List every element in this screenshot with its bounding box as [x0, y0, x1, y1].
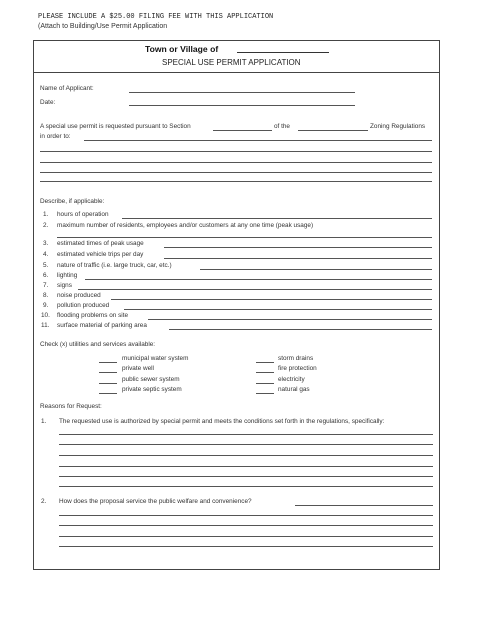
question-2-answer-line[interactable] [59, 525, 433, 526]
item-answer-line[interactable] [148, 319, 432, 320]
item-answer-line[interactable] [85, 279, 432, 280]
utility-label: electricity [278, 376, 305, 383]
applicant-name-label: Name of Applicant: [40, 85, 94, 92]
item-label: surface material of parking area [57, 322, 147, 329]
applicant-name-field[interactable] [129, 92, 355, 93]
item-answer-line[interactable] [200, 269, 432, 270]
item-label: flooding problems on site [57, 312, 129, 319]
question-2-text: How does the proposal service the public welfare and convenience? [59, 498, 252, 505]
question-1-answer-line[interactable] [59, 476, 433, 477]
form-title: SPECIAL USE PERMIT APPLICATION [162, 58, 301, 67]
item-label: maximum number of residents, employees and/or customers at any one time (peak usage) [57, 222, 314, 229]
utilities-heading: Check (x) utilities and services available: [40, 341, 156, 348]
utility-label: fire protection [278, 365, 317, 372]
zoning-regulations-text: Zoning Regulations [370, 123, 426, 130]
purpose-field-line[interactable] [40, 181, 432, 182]
question-1-answer-line[interactable] [59, 466, 433, 467]
section-field[interactable] [213, 130, 272, 131]
purpose-field-line[interactable] [40, 172, 432, 173]
item-label: hours of operation [57, 211, 109, 218]
question-2-answer-line[interactable] [295, 505, 433, 506]
item-number: 2. [43, 222, 49, 229]
question-1-answer-line[interactable] [59, 455, 433, 456]
question-1-text: The requested use is authorized by special permit and meets the conditions set forth in the regulations, specifically: [59, 418, 385, 425]
item-number: 3. [43, 240, 49, 247]
section-intro: A special use permit is requested pursuant to Section [40, 123, 191, 130]
item-label: noise produced [57, 292, 101, 299]
item-answer-line[interactable] [78, 289, 432, 290]
question-1-answer-line[interactable] [59, 486, 433, 487]
municipality-field[interactable] [237, 52, 329, 53]
purpose-field-line[interactable] [84, 140, 432, 141]
item-answer-line[interactable] [169, 329, 432, 330]
in-order-to-label: in order to: [40, 133, 71, 140]
utility-checkbox-line[interactable] [99, 383, 117, 384]
item-number: 6. [43, 272, 49, 279]
utility-label: municipal water system [122, 355, 189, 362]
item-number: 5. [43, 262, 49, 269]
question-number: 2. [41, 498, 47, 505]
item-label: nature of traffic (i.e. large truck, car, etc.) [57, 262, 172, 269]
utility-checkbox-line[interactable] [256, 383, 274, 384]
item-answer-line[interactable] [164, 258, 432, 259]
item-answer-line[interactable] [164, 247, 432, 248]
question-1-answer-line[interactable] [59, 434, 433, 435]
attach-note: (Attach to Building/Use Permit Application [38, 23, 168, 30]
item-label: estimated vehicle trips per day [57, 251, 144, 258]
question-2-answer-line[interactable] [59, 536, 433, 537]
utility-label: private septic system [122, 386, 182, 393]
utility-label: public sewer system [122, 376, 180, 383]
municipality-label: Town or Village of [145, 44, 219, 54]
item-number: 9. [43, 302, 49, 309]
question-2-answer-line[interactable] [59, 515, 433, 516]
item-number: 10. [41, 312, 50, 319]
of-the-text: of the [274, 123, 290, 130]
item-label: estimated times of peak usage [57, 240, 144, 247]
purpose-field-line[interactable] [40, 151, 432, 152]
header-divider [33, 72, 440, 73]
date-field[interactable] [129, 105, 355, 106]
item-label: pollution produced [57, 302, 110, 309]
utility-checkbox-line[interactable] [99, 362, 117, 363]
describe-heading: Describe, if applicable: [40, 198, 105, 205]
utility-checkbox-line[interactable] [99, 393, 117, 394]
filing-fee-note: PLEASE INCLUDE A $25.00 FILING FEE WITH THIS APPLICATION [38, 13, 274, 21]
date-label: Date: [40, 99, 56, 106]
item-number: 8. [43, 292, 49, 299]
item-number: 4. [43, 251, 49, 258]
item-label: lighting [57, 272, 78, 279]
item-answer-line[interactable] [111, 299, 432, 300]
item-number: 7. [43, 282, 49, 289]
item-label: signs [57, 282, 72, 289]
item-answer-line[interactable] [57, 237, 432, 238]
item-answer-line[interactable] [124, 309, 432, 310]
purpose-field-line[interactable] [40, 162, 432, 163]
item-number: 1. [43, 211, 49, 218]
utility-checkbox-line[interactable] [99, 372, 117, 373]
utility-label: storm drains [278, 355, 314, 362]
question-2-answer-line[interactable] [59, 546, 433, 547]
utility-checkbox-line[interactable] [256, 372, 274, 373]
item-number: 11. [41, 322, 50, 329]
utility-label: private well [122, 365, 154, 372]
utility-checkbox-line[interactable] [256, 393, 274, 394]
utility-checkbox-line[interactable] [256, 362, 274, 363]
zoning-name-field[interactable] [298, 130, 368, 131]
question-number: 1. [41, 418, 47, 425]
question-1-answer-line[interactable] [59, 444, 433, 445]
item-answer-line[interactable] [122, 218, 432, 219]
utility-label: natural gas [278, 386, 310, 393]
reasons-heading: Reasons for Request: [40, 403, 102, 410]
